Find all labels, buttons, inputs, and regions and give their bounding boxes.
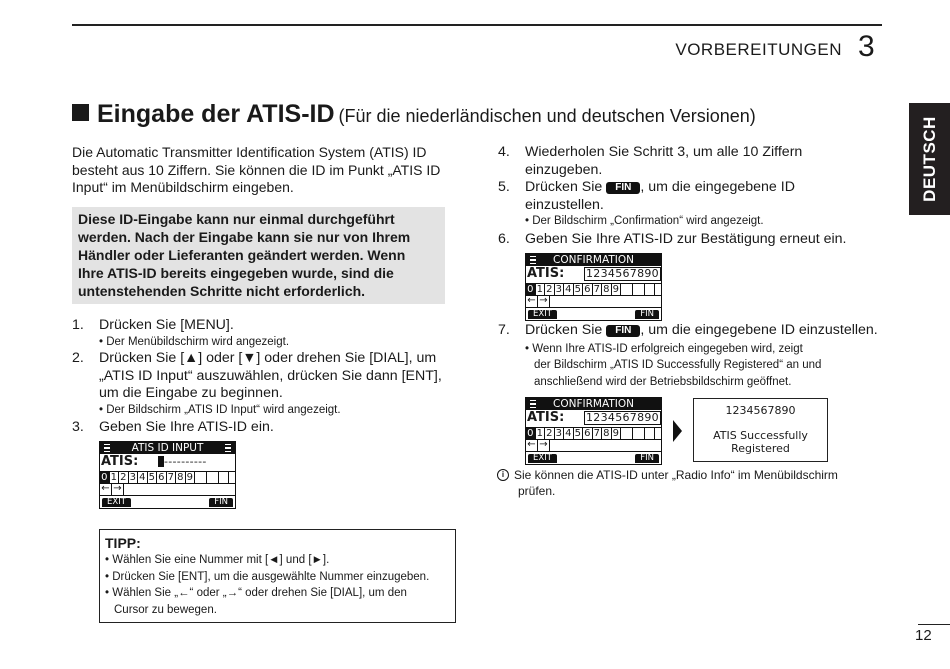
blank-key bbox=[195, 472, 207, 483]
blank-key bbox=[633, 428, 645, 439]
exit-softkey[interactable]: EXIT bbox=[102, 498, 131, 507]
tip-title: TIPP: bbox=[105, 535, 141, 551]
fin-softkey[interactable]: FIN bbox=[635, 310, 659, 319]
step-6 bbox=[498, 231, 888, 249]
menu-icon bbox=[530, 256, 536, 264]
tip-item: • Wählen Sie „←“ oder „→“ oder drehen Sie [DIAL], um den bbox=[105, 587, 407, 599]
digit-key[interactable]: 7 bbox=[593, 428, 603, 439]
chapter-number: 3 bbox=[858, 30, 875, 63]
step-number: 2. bbox=[72, 350, 84, 366]
digit-key[interactable]: 9 bbox=[612, 428, 622, 439]
intro-line: Input“ im Menübildschirm eingeben. bbox=[72, 179, 294, 195]
digit-key[interactable]: 7 bbox=[167, 472, 177, 483]
step-text: Geben Sie Ihre ATIS-ID ein. bbox=[99, 419, 274, 435]
digit-key[interactable]: 4 bbox=[138, 472, 148, 483]
intro-line: besteht aus 10 Ziffern. Sie können die ID im Punkt „ATIS ID bbox=[72, 161, 441, 178]
divider bbox=[526, 307, 661, 308]
step-text: Drücken Sie bbox=[525, 322, 603, 338]
blank-key bbox=[219, 472, 229, 483]
exit-softkey[interactable]: EXIT bbox=[528, 310, 557, 319]
step-text: „ATIS ID Input“ auszuwählen, drücken Sie dann [ENT], bbox=[99, 367, 442, 384]
screen-title-bar bbox=[100, 442, 235, 454]
digit-key[interactable]: 9 bbox=[186, 472, 196, 483]
section-heading bbox=[72, 100, 756, 129]
cursor-arrows bbox=[526, 440, 550, 451]
blank-key bbox=[207, 472, 219, 483]
digit-key[interactable]: 6 bbox=[583, 284, 593, 295]
notice-line: werden. Nach der Eingabe kann sie nur von Ihrem bbox=[78, 229, 411, 245]
atis-label: ATIS: bbox=[527, 410, 565, 425]
info-text: prüfen. bbox=[518, 484, 556, 498]
step-4 bbox=[498, 144, 888, 180]
step-text: Wiederholen Sie Schritt 3, um alle 10 Ziffern bbox=[525, 144, 803, 160]
menu-icon bbox=[225, 444, 231, 452]
screen-title: CONFIRMATION bbox=[553, 398, 634, 410]
intro-line: Die Automatic Transmitter Identification System (ATIS) ID bbox=[72, 144, 427, 160]
digit-key[interactable]: 1 bbox=[110, 472, 120, 483]
exit-softkey[interactable]: EXIT bbox=[528, 454, 557, 463]
right-arrow-key[interactable]: → bbox=[112, 484, 124, 495]
step-text: einzustellen. bbox=[525, 196, 604, 213]
tip-item: • Wählen Sie eine Nummer mit [◄] und [►]. bbox=[105, 554, 330, 566]
tip-item: • Drücken Sie [ENT], um die ausgewählte Nummer einzugeben. bbox=[105, 570, 430, 583]
left-arrow-key[interactable]: ← bbox=[526, 440, 538, 451]
digit-keypad bbox=[526, 428, 655, 439]
fin-softkey[interactable]: FIN bbox=[209, 498, 233, 507]
section-title: Eingabe der ATIS-ID bbox=[97, 100, 335, 128]
section-subtitle: (Für die niederländischen und deutschen Versionen) bbox=[338, 106, 756, 126]
digit-key[interactable]: 7 bbox=[593, 284, 603, 295]
right-arrow-key[interactable]: → bbox=[538, 296, 550, 307]
fin-softkey[interactable]: FIN bbox=[635, 454, 659, 463]
blank-key bbox=[645, 428, 655, 439]
screen-title-bar bbox=[526, 254, 661, 266]
digit-key[interactable]: 0 bbox=[526, 284, 536, 295]
step-note: • Wenn Ihre ATIS-ID erfolgreich eingegeben wird, zeigt bbox=[525, 342, 803, 355]
step-number: 7. bbox=[498, 322, 510, 338]
step-text: Drücken Sie [▲] oder [▼] oder drehen Sie [DIAL], um bbox=[99, 350, 437, 366]
digit-keypad bbox=[526, 284, 655, 295]
digit-key[interactable]: 9 bbox=[612, 284, 622, 295]
digit-key[interactable]: 2 bbox=[545, 284, 555, 295]
digit-key[interactable]: 0 bbox=[100, 472, 110, 483]
digit-key[interactable]: 8 bbox=[602, 428, 612, 439]
confirmation-screen-final bbox=[525, 397, 662, 465]
cursor-arrows bbox=[526, 296, 550, 307]
language-tab bbox=[909, 103, 950, 215]
fin-key-icon: FIN bbox=[606, 182, 640, 194]
next-arrow-icon bbox=[673, 420, 682, 442]
digit-key[interactable]: 3 bbox=[129, 472, 139, 483]
cursor-arrows bbox=[100, 484, 124, 495]
blank-key bbox=[633, 284, 645, 295]
step-note: der Bildschirm „ATIS ID Successfully Registered“ an und bbox=[534, 358, 822, 371]
step-text: einzugeben. bbox=[525, 161, 603, 178]
digit-key[interactable]: 5 bbox=[148, 472, 158, 483]
right-arrow-key[interactable]: → bbox=[538, 440, 550, 451]
registered-message: Registered bbox=[731, 442, 790, 455]
intro-paragraph bbox=[72, 144, 440, 197]
digit-key[interactable]: 3 bbox=[555, 428, 565, 439]
tip-item: Cursor zu bewegen. bbox=[114, 603, 217, 616]
digit-key[interactable]: 2 bbox=[119, 472, 129, 483]
step-3 bbox=[72, 419, 472, 437]
left-arrow-key[interactable]: ← bbox=[526, 296, 538, 307]
notice-line: untenstehenden Schritte nicht erforderlich. bbox=[78, 283, 366, 299]
atis-id-field: 1234567890 bbox=[586, 267, 659, 280]
blank-key bbox=[645, 284, 655, 295]
digit-key[interactable]: 1 bbox=[536, 284, 546, 295]
notice-line: Ihre ATIS-ID bereits eingegeben wurde, sind die bbox=[78, 265, 394, 281]
language-tab-label: DEUTSCH bbox=[919, 116, 939, 202]
info-text: Sie können die ATIS-ID unter „Radio Info“ im Menübildschirm bbox=[514, 468, 838, 482]
step-text: , um die eingegebene ID bbox=[640, 179, 795, 195]
step-5 bbox=[498, 179, 888, 231]
atis-label: ATIS: bbox=[101, 454, 139, 469]
screen-title: ATIS ID INPUT bbox=[131, 442, 204, 454]
step-7 bbox=[498, 322, 898, 394]
atis-label: ATIS: bbox=[527, 266, 565, 281]
digit-key[interactable]: 6 bbox=[157, 472, 167, 483]
digit-keypad bbox=[100, 472, 229, 483]
step-text: um die Eingabe zu beginnen. bbox=[99, 385, 283, 401]
notice-line: Händler oder Lieferanten geändert werden. Wenn bbox=[78, 247, 406, 263]
atis-input-screen bbox=[99, 441, 236, 509]
info-note bbox=[497, 467, 887, 499]
tip-box bbox=[99, 529, 456, 623]
step-number: 6. bbox=[498, 231, 510, 247]
step-2 bbox=[72, 350, 472, 420]
digit-key[interactable]: 4 bbox=[564, 428, 574, 439]
screen-title-bar bbox=[526, 398, 661, 410]
step-text: Geben Sie Ihre ATIS-ID zur Bestätigung erneut ein. bbox=[525, 231, 847, 247]
chapter-title: VORBEREITUNGEN bbox=[675, 40, 842, 59]
digit-key[interactable]: 5 bbox=[574, 284, 584, 295]
step-number: 1. bbox=[72, 317, 84, 333]
divider bbox=[526, 451, 661, 452]
digit-key[interactable]: 6 bbox=[583, 428, 593, 439]
blank-key bbox=[621, 428, 633, 439]
digit-key[interactable]: 1 bbox=[536, 428, 546, 439]
step-number: 3. bbox=[72, 419, 84, 435]
registered-screen bbox=[693, 398, 828, 462]
footer-rule bbox=[918, 624, 950, 625]
menu-icon bbox=[104, 444, 110, 452]
menu-icon bbox=[530, 400, 536, 408]
step-note: anschließend wird der Betriebsbildschirm geöffnet. bbox=[534, 375, 792, 388]
step-number: 5. bbox=[498, 179, 510, 195]
divider bbox=[100, 495, 235, 496]
registered-id: 1234567890 bbox=[725, 404, 796, 417]
left-arrow-key[interactable]: ← bbox=[100, 484, 112, 495]
digit-key[interactable]: 8 bbox=[176, 472, 186, 483]
atis-id-field: 1234567890 bbox=[586, 411, 659, 424]
step-text: , um die eingegebene ID einzustellen. bbox=[640, 322, 878, 338]
step-text: Drücken Sie [MENU]. bbox=[99, 317, 234, 333]
digit-key[interactable]: 8 bbox=[602, 284, 612, 295]
step-note: • Der Menübildschirm wird angezeigt. bbox=[99, 335, 290, 348]
blank-key bbox=[621, 284, 633, 295]
registered-message: ATIS Successfully bbox=[713, 429, 808, 442]
confirmation-screen bbox=[525, 253, 662, 321]
step-number: 4. bbox=[498, 144, 510, 160]
digit-key[interactable]: 0 bbox=[526, 428, 536, 439]
screen-title: CONFIRMATION bbox=[553, 254, 634, 266]
fin-key-icon: FIN bbox=[606, 325, 640, 337]
info-icon: i bbox=[497, 469, 509, 481]
step-note: • Der Bildschirm „Confirmation“ wird angezeigt. bbox=[525, 215, 764, 227]
warning-notice bbox=[72, 207, 445, 304]
digit-key[interactable]: 2 bbox=[545, 428, 555, 439]
step-1 bbox=[72, 317, 472, 347]
step-text: Drücken Sie bbox=[525, 179, 603, 195]
atis-id-field bbox=[158, 455, 207, 468]
digit-key[interactable]: 3 bbox=[555, 284, 565, 295]
atis-id-value: ---------- bbox=[164, 455, 207, 468]
header-rule bbox=[72, 24, 882, 26]
page-number: 12 bbox=[915, 627, 932, 644]
step-note: • Der Bildschirm „ATIS ID Input“ wird angezeigt. bbox=[99, 403, 341, 416]
digit-key[interactable]: 4 bbox=[564, 284, 574, 295]
square-bullet-icon bbox=[72, 104, 89, 121]
notice-line: Diese ID-Eingabe kann nur einmal durchgeführt bbox=[78, 211, 395, 227]
digit-key[interactable]: 5 bbox=[574, 428, 584, 439]
